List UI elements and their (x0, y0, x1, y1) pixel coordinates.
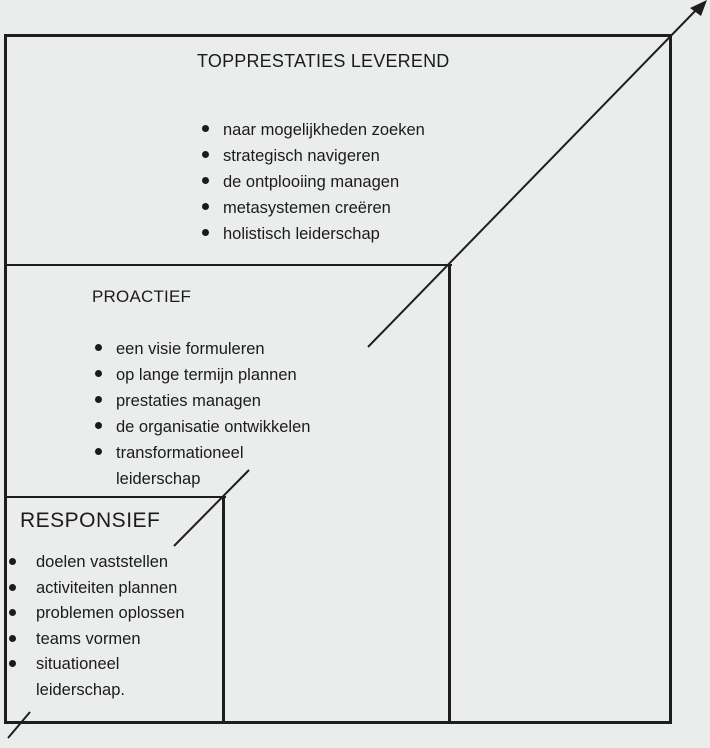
list-item: prestaties managen (116, 388, 310, 414)
arrow-segment-bottom (8, 712, 30, 738)
list-item: een visie formuleren (116, 336, 310, 362)
list-item: activiteiten plannen (36, 576, 185, 602)
list-item: de ontplooiing managen (223, 169, 425, 195)
list-item-line: situationeel (36, 655, 120, 673)
list-item: doelen vaststellen (36, 550, 185, 576)
list-item-line: leiderschap. (36, 680, 125, 699)
list-item: op lange termijn plannen (116, 362, 310, 388)
list-item-line: transformationeel (116, 444, 244, 462)
list-item: de organisatie ontwikkelen (116, 414, 310, 440)
list-item: holistisch leiderschap (223, 221, 425, 247)
list-item: metasystemen creëren (223, 195, 425, 221)
list-item (116, 440, 310, 492)
list-item: problemen oplossen (36, 601, 185, 627)
list-item: naar mogelijkheden zoeken (223, 117, 425, 143)
list-item-line: leiderschap (116, 470, 201, 488)
level-title-middle: PROACTIEF (92, 287, 192, 306)
level-title-bottom: RESPONSIEF (20, 509, 161, 532)
level-title-top: TOPPRESTATIES LEVEREND (197, 51, 450, 71)
list-item: strategisch navigeren (223, 143, 425, 169)
level-list-top (223, 117, 425, 247)
list-item: teams vormen (36, 627, 185, 653)
level-list-middle (116, 336, 310, 492)
list-item (36, 652, 185, 703)
level-list-bottom (36, 550, 185, 703)
